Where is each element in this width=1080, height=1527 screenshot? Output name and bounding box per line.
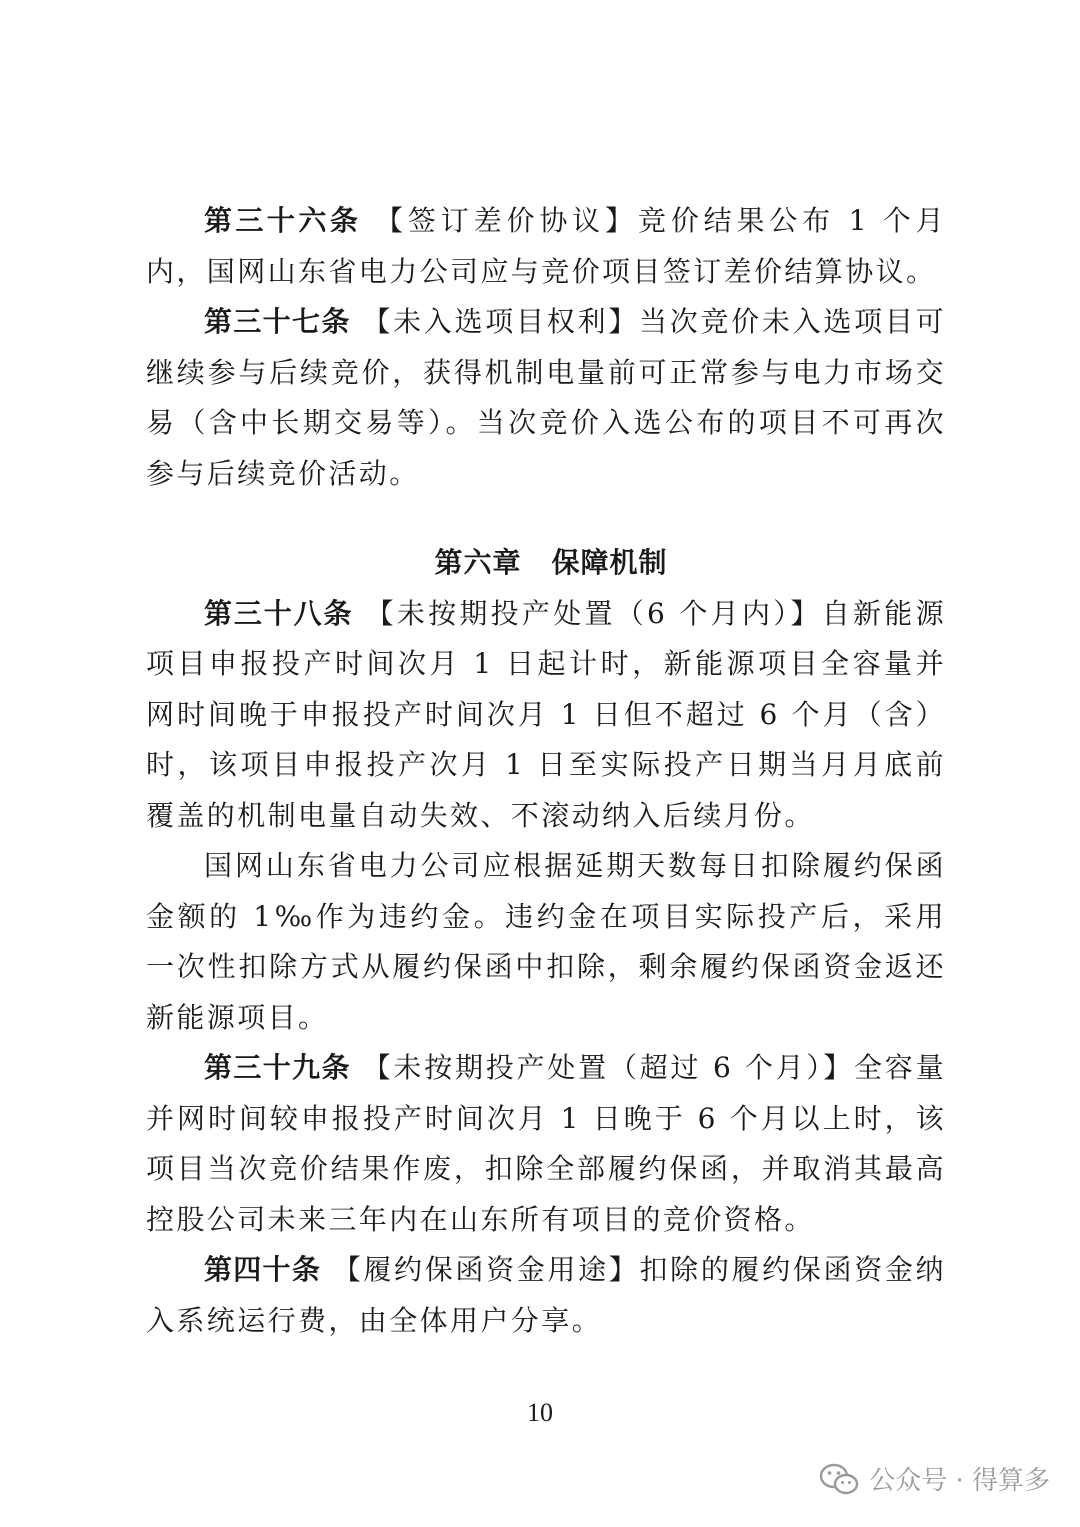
wechat-icon: [819, 1462, 859, 1496]
paragraph-body: 国网山东省电力公司应根据延期天数每日扣除履约保函金额的 1‰作为违约金。违约金在项目实际投产后，采用一次性扣除方式从履约保函中扣除，剩余履约保函资金返还新能源项目。: [146, 849, 946, 1034]
article-number: 第三十九条: [204, 1051, 351, 1084]
chapter-title: 保障机制: [551, 546, 668, 579]
article-title: 【签订差价协议】: [375, 204, 638, 237]
page-number: 10: [527, 1398, 553, 1427]
document-page: [146, 196, 946, 1346]
article-38-paragraph-2: [146, 841, 946, 1043]
article-number: 第三十六条: [204, 204, 362, 237]
article-title: 【未入选项目权利】: [362, 305, 639, 338]
article-body: 当次竞价未入选项目可继续参与后续竞价，获得机制电量前可正常参与电力市场交易（含中长期交易等）。当次竞价入选公布的项目不可再次参与后续竞价活动。: [146, 305, 946, 490]
chapter-number: 第六章: [434, 546, 522, 579]
article-number: 第三十八条: [204, 596, 354, 630]
article-36: [146, 196, 946, 297]
article-number: 第三十七条: [204, 305, 351, 338]
section-gap: [146, 499, 946, 538]
article-38: [146, 589, 946, 842]
article-body: 全容量并网时间较申报投产时间次月 1 日晚于 6 个月以上时，该项目当次竞价结果作废，扣除全部履约保函，并取消其最高控股公司未来三年内在山东所有项目的竞价资格。: [146, 1051, 946, 1236]
article-37: [146, 297, 946, 499]
article-body: 竞价结果公布 1 个月内，国网山东省电力公司应与竞价项目签订差价结算协议。: [146, 204, 946, 288]
article-title: 【履约保函资金用途】: [332, 1253, 640, 1286]
chapter-heading: [146, 538, 946, 589]
article-title: 【未按期投产处置（超过 6 个月）】: [362, 1051, 854, 1084]
article-body: 自新能源项目申报投产时间次月 1 日起计时，新能源项目全容量并网时间晚于申报投产时间次月 1 日但不超过 6 个月（含）时，该项目申报投产次月 1 日至实际投产日期当月月底前覆盖的机制电量自动失效、不滚动纳入后续月份。: [146, 596, 946, 832]
article-39: [146, 1043, 946, 1245]
watermark-text: 公众号 · 得算多: [869, 1466, 1050, 1496]
article-body: 扣除的履约保函资金纳入系统运行费，由全体用户分享。: [146, 1253, 946, 1337]
article-number: 第四十条: [204, 1253, 322, 1286]
article-40: [146, 1245, 946, 1346]
article-title: 【未按期投产处置（6 个月内）】: [365, 596, 822, 630]
wechat-watermark: [819, 1460, 1050, 1497]
